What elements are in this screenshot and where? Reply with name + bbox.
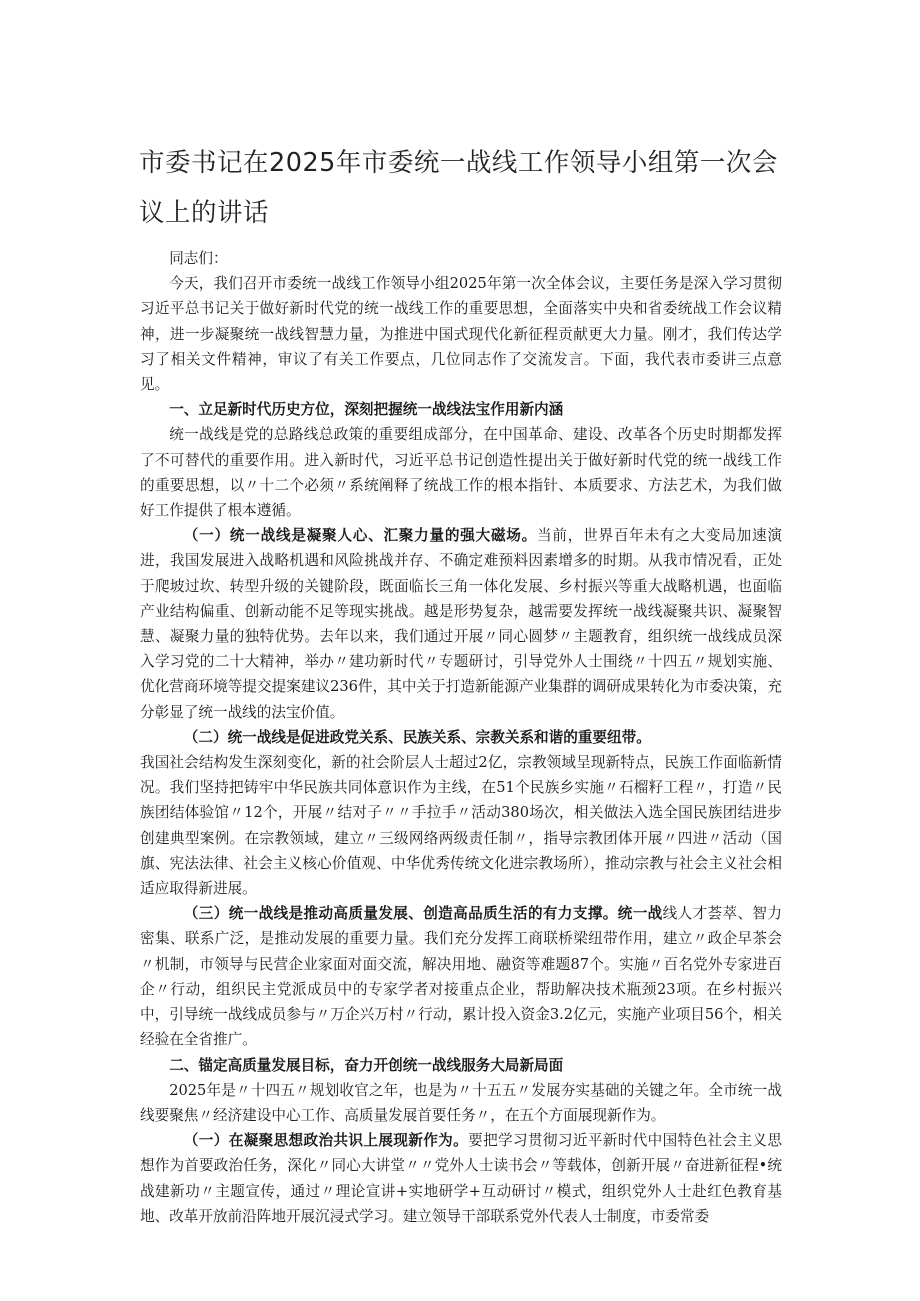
subsection-4-title: （一）在凝聚思想政治共识上展现新作为。: [183, 1132, 469, 1150]
section-heading-2: 二、锚定高质量发展目标，奋力开创统一战线服务大局新局面: [169, 1056, 564, 1074]
subsection-2-title-line: [140, 725, 782, 750]
section-heading-1: 一、立足新时代历史方位，深刻把握统一战线法宝作用新内涵: [169, 401, 564, 419]
greeting: 同志们：: [169, 250, 228, 267]
subsection-3-text: 线人才荟萃、智力密集、联系广泛，是推动发展的重要力量。我们充分发挥工商联桥梁纽带作用，建立〃政企早茶会〃机制，市领导与民营企业家面对面交流，解决用地、融资等难题87个。实施〃百名党外专家进百企〃行动，组织民主党派成员中的专家学者对接重点企业，帮助解决技术瓶颈23项。在乡村振兴中，引导统一战线成员参与〃万企兴万村〃行动，累计投入资金3.2亿元，实施产业项目56个，相关经验在全省推广。: [140, 905, 782, 1049]
subsection-1-paragraph: [140, 523, 782, 725]
subsection-2-paragraph: 我国社会结构发生深刻变化，新的社会阶层人士超过2亿，宗教领域呈现新特点，民族工作面临新情况。我们坚持把铸牢中华民族共同体意识作为主线，在51个民族乡实施〃石榴籽工程〃，打造〃民族团结体验馆〃12个，开展〃结对子〃〃手拉手〃活动380场次，相关做法入选全国民族团结进步创建典型案例。在宗教领域，建立〃三级网络两级责任制〃，指导宗教团体开展〃四进〃活动（国旗、宪法法律、社会主义核心价值观、中华优秀传统文化进宗教场所），推动宗教与社会主义社会相适应取得新进展。: [140, 754, 782, 898]
section-2-paragraph: 2025年是〃十四五〃规划收官之年，也是为〃十五五〃发展夯实基础的关键之年。全市统一战线要聚焦〃经济建设中心工作、高质量发展首要任务〃，在五个方面展现新作为。: [140, 1081, 782, 1124]
subsection-1-text: 当前，世界百年未有之大变局加速演进，我国发展进入战略机遇和风险挑战并存、不确定难预料因素增多的时期。从我市情况看，正处于爬坡过坎、转型升级的关键阶段，既面临长三角一体化发展、乡村振兴等重大战略机遇，也面临产业结构偏重、创新动能不足等现实挑战。越是形势复杂，越需要发挥统一战线凝聚共识、凝聚智慧、凝聚力量的独特优势。去年以来，我们通过开展〃同心圆梦〃主题教育，组织统一战线成员深入学习党的二十大精神，举办〃建功新时代〃专题研讨，引导党外人士围绕〃十四五〃规划实施、优化营商环境等提交提案建议236件，其中关于打造新能源产业集群的调研成果转化为市委决策，充分彰显了统一战线的法宝价值。: [140, 527, 782, 721]
subsection-4-paragraph: [140, 1128, 782, 1229]
intro-paragraph: 今天，我们召开市委统一战线工作领导小组2025年第一次全体会议，主要任务是深入学习贯彻习近平总书记关于做好新时代党的统一战线工作的重要思想，全面落实中央和省委统战工作会议精神，进一步凝聚统一战线智慧力量，为推进中国式现代化新征程贡献更大力量。刚才，我们传达学习了相关文件精神，审议了有关工作要点，几位同志作了交流发言。下面，我代表市委讲三点意见。: [140, 275, 782, 394]
section-1-paragraph: 统一战线是党的总路线总政策的重要组成部分，在中国革命、建设、改革各个历史时期都发挥了不可替代的重要作用。进入新时代，习近平总书记创造性提出关于做好新时代党的统一战线工作的重要思想，以〃十二个必须〃系统阐释了统战工作的根本指针、本质要求、方法艺术，为我们做好工作提供了根本遵循。: [140, 426, 782, 520]
subsection-4-text: 要把学习贯彻习近平新时代中国特色社会主义思想作为首要政治任务，深化〃同心大讲堂〃〃党外人士读书会〃等载体，创新开展〃奋进新征程•统战建新功〃主题宣传，通过〃理论宣讲+实地研学+互动研讨〃模式，组织党外人士赴红色教育基地、改革开放前沿阵地开展沉浸式学习。建立领导干部联系党外代表人士制度，市委常委: [140, 1132, 782, 1225]
subsection-2-title: （二）统一战线是促进政党关系、民族关系、宗教关系和谐的重要纽带。: [183, 728, 651, 746]
document-title: 市委书记在2025年市委统一战线工作领导小组第一次会议上的讲话: [139, 148, 778, 228]
subsection-1-title: （一）统一战线是凝聚人心、汇聚力量的强大磁场。: [183, 527, 538, 545]
subsection-3-paragraph: [140, 901, 782, 1052]
subsection-3-title: （三）统一战线是推动高质量发展、创造高品质生活的有力支撑。统一战: [183, 905, 663, 923]
document-body: [140, 246, 782, 1229]
